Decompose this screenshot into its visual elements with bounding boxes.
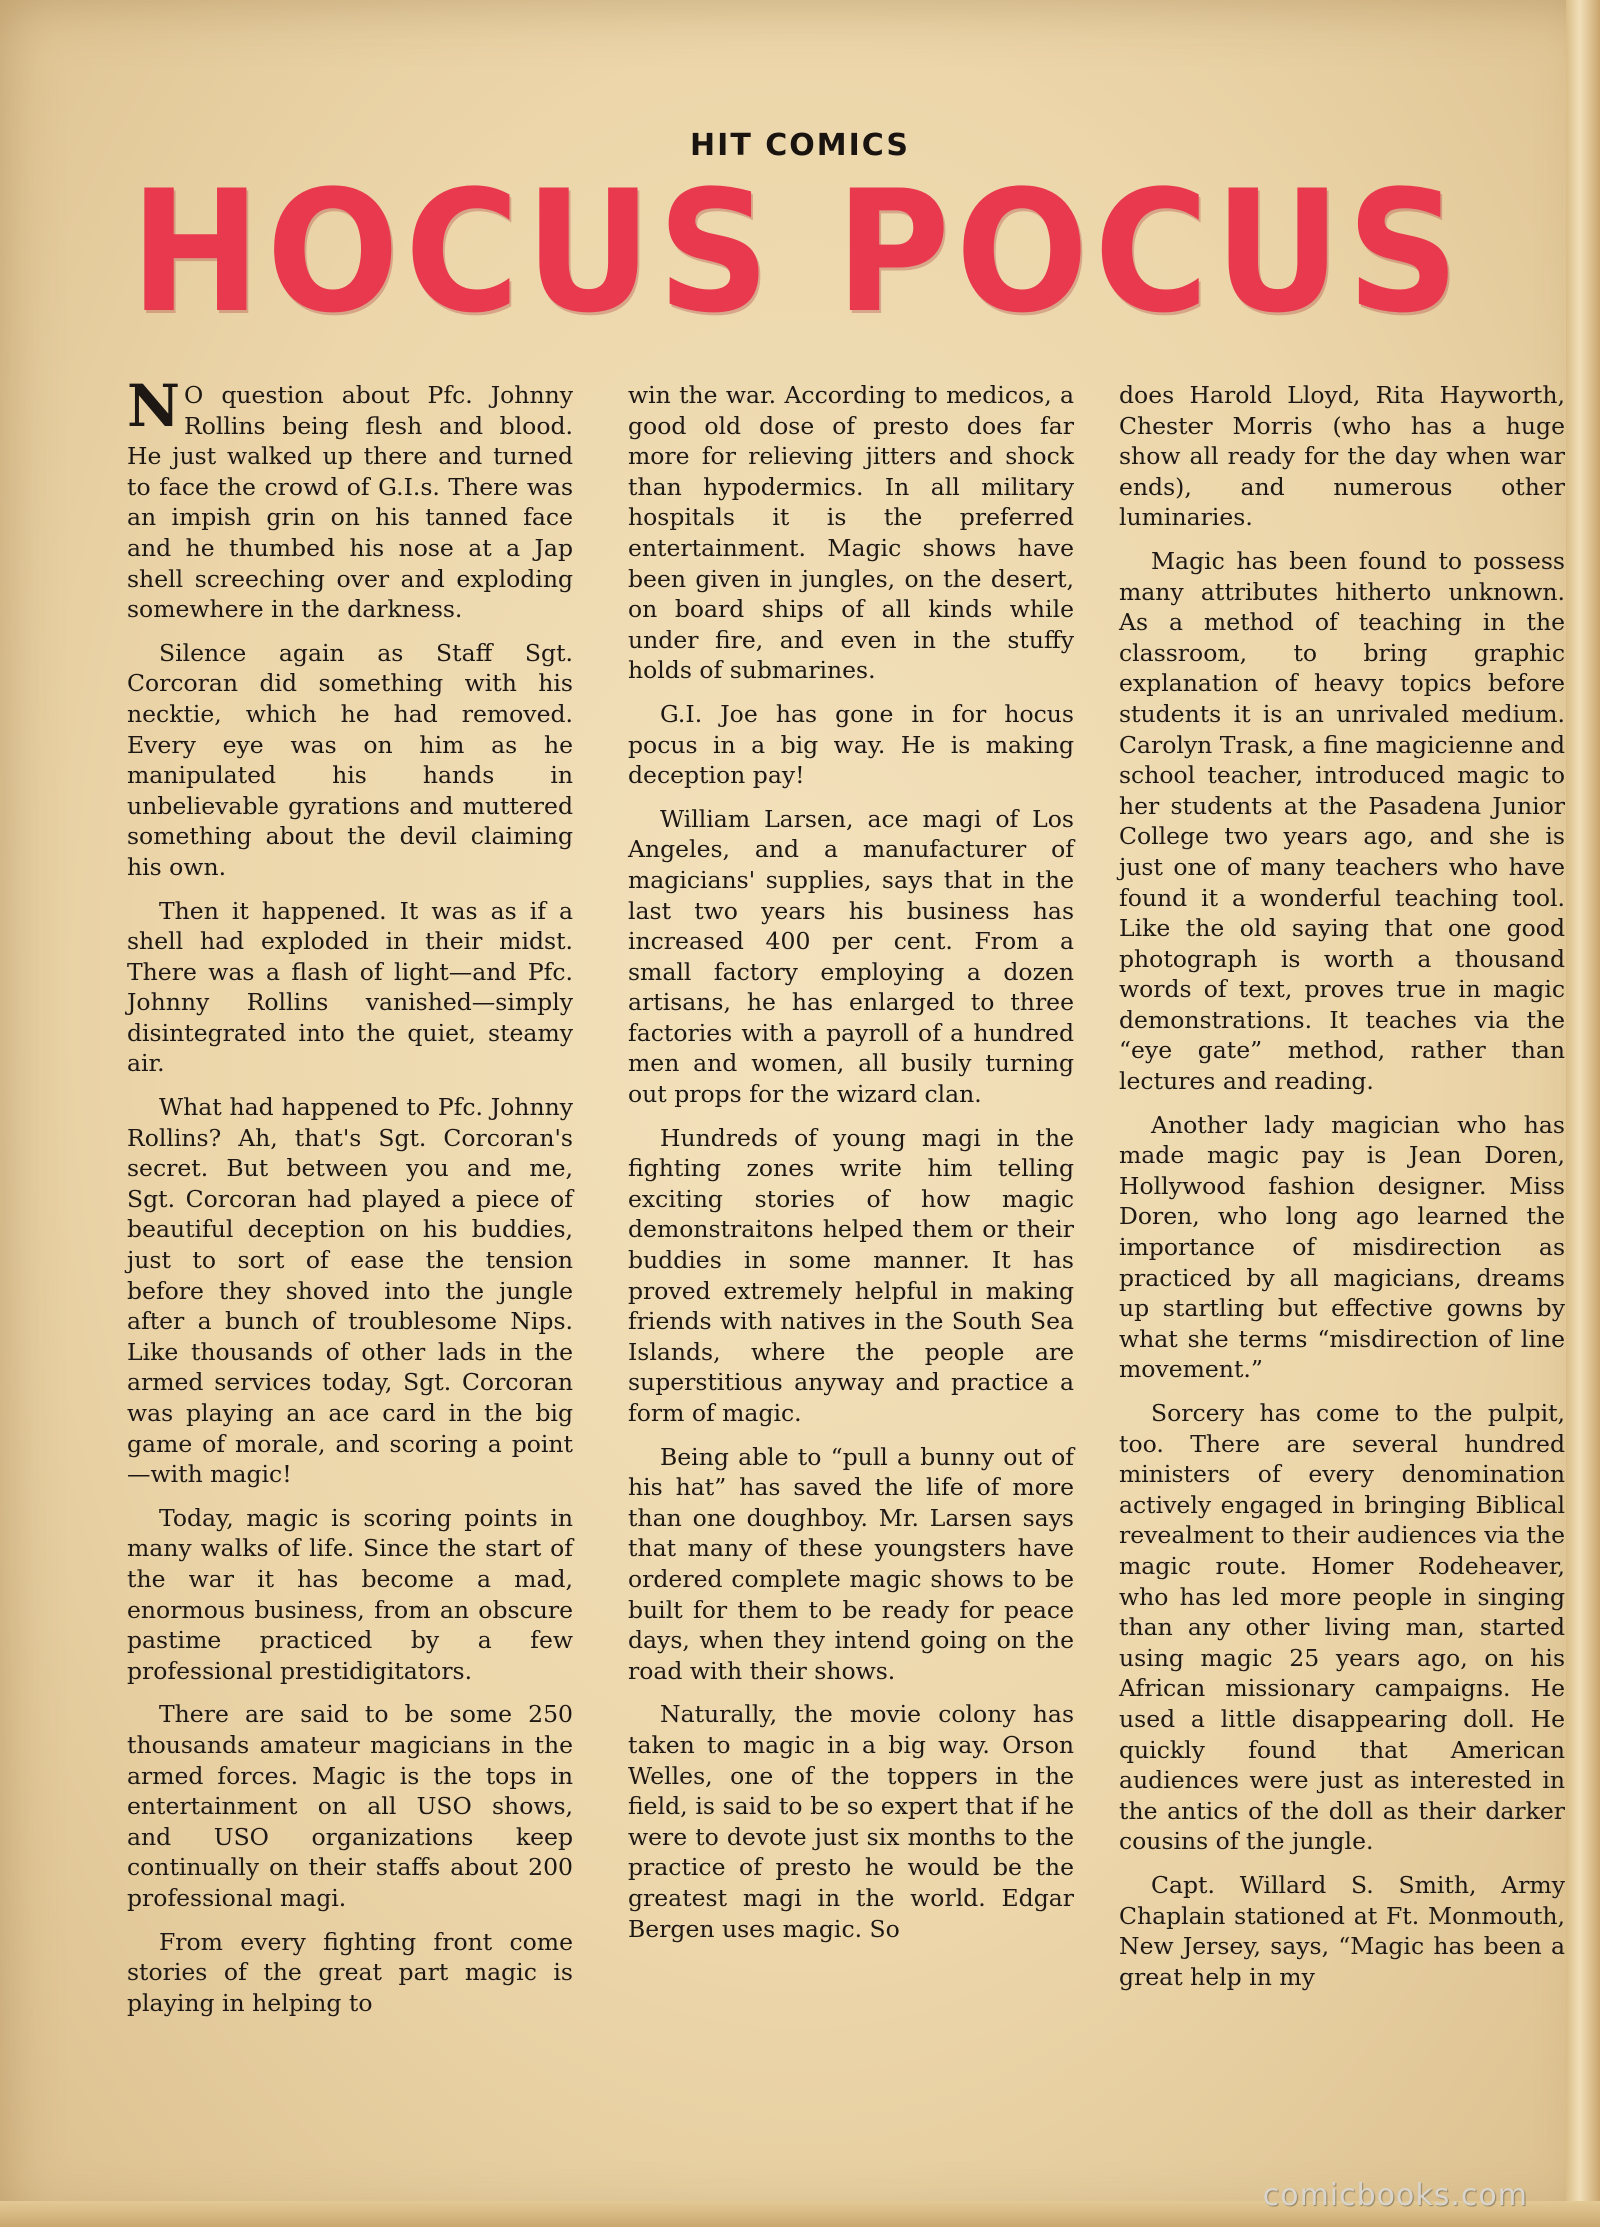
paragraph: Then it happened. It was as if a shell had exploded in their midst. There was a flash of light—and Pfc. Johnny Rollins vanished—simply disintegrated into the quiet, steamy air.: [127, 896, 573, 1078]
paragraph: G.I. Joe has gone in for hocus pocus in a big way. He is making deception pay!: [628, 699, 1074, 790]
paragraph: From every fighting front come stories of the great part magic is playing in helping to: [127, 1927, 573, 2017]
paragraph: does Harold Lloyd, Rita Hayworth, Chester Morris (who has a huge show all ready for the day when war ends), and numerous other luminaries.: [1119, 381, 1565, 532]
text-column-3: [1119, 380, 1565, 2005]
text-column-2: [628, 380, 1074, 1957]
lead-paragraph: [127, 372, 573, 625]
paragraph: win the war. According to medicos, a good old dose of presto does far more for relieving jitters and shock than hypodermics. In all military hospitals it is the preferred entertainment. Magic shows have been given in jungles, on the desert, on board ships of all kinds while under fire, and even in the stuffy holds of submarines.: [628, 381, 1074, 685]
lead-text: O question about Pfc. Johnny Rollins being flesh and blood. He just walked up there and turned to face the crowd of G.I.s. There was an impish grin on his tanned face and he thumbed his nose at a Jap shell screeching over and exploding somewhere in the darkness.: [127, 381, 573, 624]
paragraph: Another lady magician who has made magic pay is Jean Doren, Hollywood fashion designer. Miss Doren, who long ago learned the importance of misdirection as practiced by all magicians, dreams up startling but effective gowns by what she terms “misdirection of line movement.”: [1119, 1110, 1565, 1384]
paragraph: Capt. Willard S. Smith, Army Chaplain stationed at Ft. Monmouth, New Jersey, says, “Magic has been a great help in my: [1119, 1870, 1565, 1991]
text-column-1: [127, 372, 573, 2031]
article-title: HOCUS POCUS: [130, 154, 1465, 350]
paragraph: Sorcery has come to the pulpit, too. There are several hundred ministers of every denomination actively engaged in bringing Biblical revealment to their audiences via the magic route. Homer Rodeheaver, who has led more people in singing than any other living man, started using magic 25 years ago, on his African missionary campaigns. He used a little disappearing doll. He quickly found that American audiences were just as interested in the antics of the doll as their darker cousins of the jungle.: [1119, 1399, 1565, 1856]
page-edge-right: [1566, 0, 1600, 2227]
paragraph: There are said to be some 250 thousands amateur magicians in the armed forces. Magic is the tops in entertainment on all USO shows, and USO organizations keep continually on their staffs about 200 professional magi.: [127, 1700, 573, 1912]
magazine-header: HIT COMICS: [690, 128, 910, 163]
paragraph: William Larsen, ace magi of Los Angeles, and a manufacturer of magicians' supplies, says that in the last two years his business has increased 400 per cent. From a small factory employing a dozen artisans, he has enlarged to three factories with a payroll of a hundred men and women, all busily turning out props for the wizard clan.: [628, 804, 1074, 1109]
paragraph: Being able to “pull a bunny out of his hat” has saved the life of more than one doughboy. Mr. Larsen says that many of these youngsters have ordered complete magic shows to be built for them to be ready for peace days, when they intend going on the road with their shows.: [628, 1442, 1074, 1685]
paragraph: Hundreds of young magi in the fighting zones write him telling exciting stories of how magic demonstraitons helped them or their buddies in some manner. It has proved extremely helpful in making friends with natives in the South Sea Islands, where the people are superstitious anyway and practice a form of magic.: [628, 1123, 1074, 1427]
paragraph: What had happened to Pfc. Johnny Rollins? Ah, that's Sgt. Corcoran's secret. But between you and me, Sgt. Corcoran had played a piece of beautiful deception on his buddies, just to sort of ease the tension before they shoved into the jungle after a bunch of troublesome Nips. Like thousands of other lads in the armed services today, Sgt. Corcoran was playing an ace card in the big game of morale, and scoring a point—with magic!: [127, 1093, 573, 1489]
paragraph: Naturally, the movie colony has taken to magic in a big way. Orson Welles, one of the toppers in the field, is said to be so expert that if he were to devote just six months to the practice of presto he would be the greatest magi in the world. Edgar Bergen uses magic. So: [628, 1700, 1074, 1943]
paragraph: Magic has been found to possess many attributes hitherto unknown. As a method of teaching in the classroom, to bring graphic explanation of heavy topics before students it is an unrivaled medium. Carolyn Trask, a fine magicienne and school teacher, introduced magic to her students at the Pasadena Junior College two years ago, and she is just one of many teachers who have found it a wonderful teaching tool. Like the old saying that one good photograph is worth a thousand words of text, proves true in magic demonstrations. It teaches via the “eye gate” method, rather than lectures and reading.: [1119, 546, 1565, 1096]
paragraph: Silence again as Staff Sgt. Corcoran did something with his necktie, which he had removed. Every eye was on him as he manipulated his hands in unbelievable gyrations and muttered something about the devil claiming his own.: [127, 638, 573, 881]
watermark: comicbooks.com: [1262, 2178, 1528, 2213]
drop-cap: N: [127, 372, 181, 440]
paragraph: Today, magic is scoring points in many walks of life. Since the start of the war it has become a mad, enormous business, from an obscure pastime practiced by a few professional prestidigitators.: [127, 1503, 573, 1685]
